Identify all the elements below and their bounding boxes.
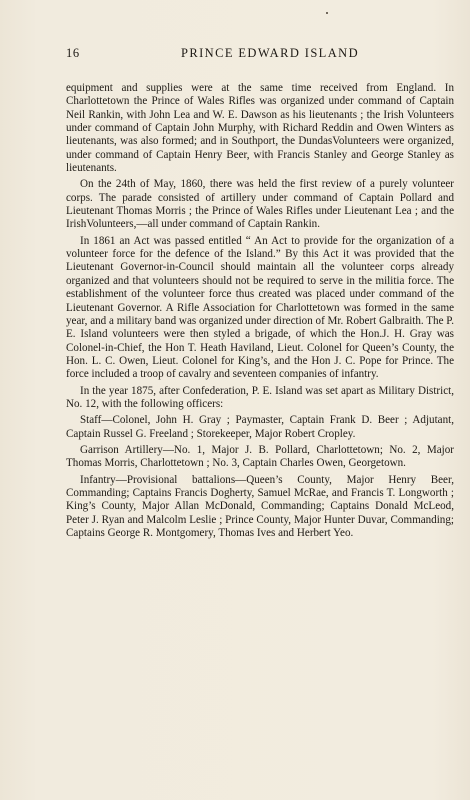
paragraph-infantry: Infantry—Provisional battalions—Queen’s County, Major Henry Beer, Commanding; Captains Francis Dogherty, Samuel McRae, and Francis T. Longworth ; King’s County, Major Allan McDonald, Commanding; Captains Donald McLeod, Peter J. Ryan and Malcolm Leslie ; Prince County, Major Hunter Duvar, Commanding; Captains George R. Montgomery, Thomas Ives and Herbert Yeo. (66, 473, 454, 539)
paragraph-military-district: In the year 1875, after Confederation, P. E. Island was set apart as Military District, No. 12, with the following officers: (66, 384, 454, 410)
ink-speck (326, 12, 328, 14)
paragraph-continued: equipment and supplies were at the same time received from England. In Charlottetown the Prince of Wales Rifles was organized under command of Captain Neil Rankin, with John Lea and W. E. Dawson as his lieutenants ; the Irish Volunteers under command of Captain John Murphy, with Richard Reddin and Owen Winters as lieutenants, was also formed; and in Southport, the DundasVolunteers were organized, under command of Captain Henry Beer, with Francis Stanley and George Stanley as lieutenants. (66, 82, 454, 175)
page-number: 16 (66, 46, 80, 60)
paragraph-staff: Staff—Colonel, John H. Gray ; Paymaster, Captain Frank D. Beer ; Adjutant, Captain Russel G. Freeland ; Storekeeper, Major Robert Cropley. (66, 414, 454, 440)
running-header (66, 46, 454, 62)
paragraph-garrison-artillery: Garrison Artillery—No. 1, Major J. B. Pollard, Charlottetown; No. 2, Major Thomas Morris, Charlottetown ; No. 3, Captain Charles Owen, Georgetown. (66, 443, 454, 470)
paragraph-volunteer-act: In 1861 an Act was passed entitled “ An Act to provide for the organization of a volunteer force for the defence of the Island.” By this Act it was provided that the Lieutenant Governor-in-Council should maintain all the volunteer corps already organized and that volunteers should not be required to serve in the militia force. The establishment of the volunteer force thus created was placed under command of the Lieutenant Governor. A Rifle Association for Charlottetown was formed in the same year, and a military band was organized under direction of Mr. Robert Galbraith. The P. E. Island volunteers were then styled a brigade, of which the Hon.J. H. Gray was Colonel-in-Chief, the Hon T. Heath Haviland, Lieut. Colonel for Queen’s County, the Hon. L. C. Owen, Lieut. Colonel for King’s, and the Hon J. C. Pope for Prince. The force included a troop of cavalry and seventeen companies of infantry. (66, 234, 454, 381)
running-title: PRINCE EDWARD ISLAND (181, 46, 359, 60)
paragraph-first-review: On the 24th of May, 1860, there was held the first review of a purely volunteer corps. The parade consisted of artillery under command of Captain Pollard and Lieutenant Thomas Morris ; the Prince of Wales Rifles under Lieutenant Lea ; and the IrishVolunteers,—all under command of Captain Rankin. (66, 178, 454, 231)
body-text (66, 82, 454, 543)
